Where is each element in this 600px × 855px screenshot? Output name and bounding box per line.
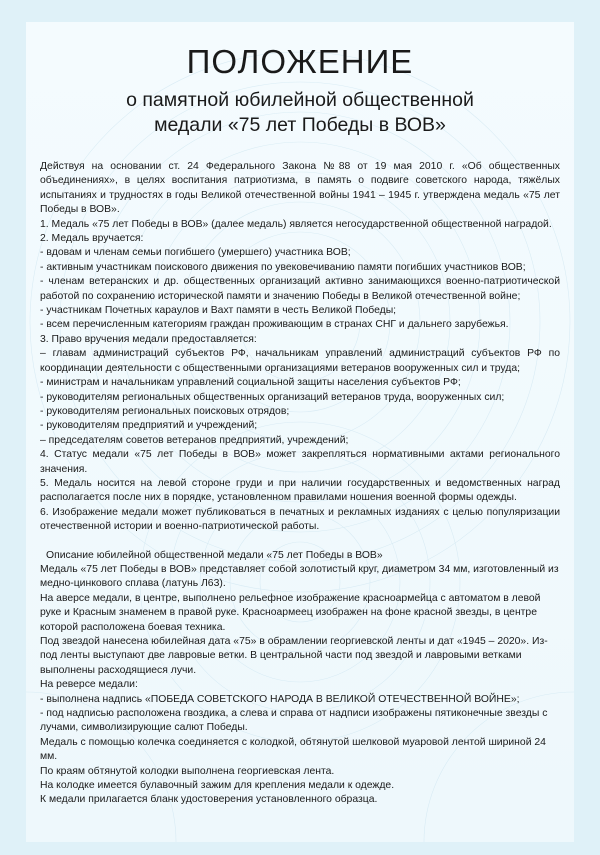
- document-body: [40, 160, 560, 808]
- item-4: 4. Статус медали «75 лет Победы в ВОВ» может закрепляться нормативными актами регионального значения.: [40, 449, 560, 475]
- subtitle-line-2: медали «75 лет Победы в ВОВ»: [154, 114, 446, 136]
- subtitle-line-1: о памятной юбилейной общественной: [126, 89, 474, 111]
- item-5: 5. Медаль носится на левой стороне груди и при наличии государственных и ведомственных наград располагается после них в порядке, установленном правилами ношения военной формы одежды.: [40, 477, 560, 504]
- description-paragraph: - под надписью расположена гвоздика, а слева и справа от надписи изображены пятиконечные звезды с лучами, символизирующие салют Победы.: [40, 708, 548, 734]
- list-item: - участникам Почетных караулов и Вахт памяти в честь Великой Победы;: [40, 305, 397, 317]
- description-paragraph: - выполнена надпись «ПОБЕДА СОВЕТСКОГО НАРОДА В ВЕЛИКОЙ ОТЕЧЕСТВЕННОЙ ВОЙНЕ»;: [40, 693, 520, 705]
- description-paragraph: На реверсе медали:: [40, 679, 138, 691]
- description-paragraph: На колодке имеется булавочный зажим для крепления медали к одежде.: [40, 780, 395, 792]
- list-item: - руководителям региональных общественных организаций ветеранов труда, вооруженных сил;: [40, 391, 505, 403]
- list-item: - членам ветеранских и др. общественных организаций активно занимающихся военно-патриотической работой по сохранению исторической памяти и значению Победы в Великой отечественной войне;: [40, 276, 560, 302]
- list-item: – председателям советов ветеранов предприятий, учреждений;: [40, 434, 349, 446]
- item-1: 1. Медаль «75 лет Победы в ВОВ» (далее медаль) является негосударственной общественной наградой.: [40, 218, 552, 230]
- description-heading: Описание юбилейной общественной медали «75 лет Победы в ВОВ»: [46, 549, 383, 561]
- list-item: – главам администраций субъектов РФ, начальникам управлений администраций субъектов РФ по координации деятельности с общественными организациями ветеранов вооруженных сил и труда;: [40, 348, 560, 374]
- description-paragraph: На аверсе медали, в центре, выполнено рельефное изображение красноармейца с автоматом в левой руке и Красным знаменем в правой руке. Красноармеец изображен на фоне красной звезды, в центре которой расположена боевая техника.: [40, 592, 541, 633]
- description-paragraph: Под звездой нанесена юбилейная дата «75» в обрамлении георгиевской ленты и дат «1945 – 2020». Из-под ленты выступают две лавровые ветки. В центральной части под звездой и лавровыми ветками выполнены расходящиеся лучи.: [40, 636, 548, 676]
- list-item: - всем перечисленным категориям граждан проживающим в странах СНГ и дальнего зарубежья.: [40, 319, 509, 331]
- item-2-heading: 2. Медаль вручается:: [40, 233, 144, 245]
- list-item: - министрам и начальникам управлений социальной защиты населения субъектов РФ;: [40, 377, 461, 389]
- document-sheet: [26, 22, 574, 842]
- description-paragraph: К медали прилагается бланк удостоверения установленного образца.: [40, 794, 378, 806]
- description-paragraph: По краям обтянутой колодки выполнена георгиевская лента.: [40, 765, 335, 777]
- document-title: ПОЛОЖЕНИЕ: [186, 43, 414, 80]
- list-item: - активным участникам поискового движения по увековечиванию памяти погибших участников ВОВ;: [40, 261, 526, 273]
- list-item: - руководителям предприятий и учреждений;: [40, 420, 258, 432]
- item-6: 6. Изображение медали может публиковаться в печатных и рекламных изданиях с целью популяризации отечественной истории и военно-патриотической работы.: [40, 506, 560, 533]
- item-3-heading: 3. Право вручения медали предоставляется:: [40, 333, 257, 345]
- intro-paragraph: Действуя на основании ст. 24 Федерального Закона №88 от 19 мая 2010 г. «Об общественных объединениях», в целях воспитания патриотизма, в память о подвиге советского народа, тяжёлых испытаниях и трудностях в годы Великой отечественной войны 1941 – 1945 г. утверждена медаль «75 лет Победы в ВОВ».: [40, 161, 560, 216]
- list-item: - вдовам и членам семьи погибшего (умершего) участника ВОВ;: [40, 247, 351, 259]
- description-paragraph: Медаль с помощью колечка соединяется с колодкой, обтянутой шелковой муаровой лентой шириной 24 мм.: [40, 736, 546, 763]
- description-paragraph: Медаль «75 лет Победы в ВОВ» представляет собой золотистый круг, диаметром 34 мм, изготовленный из медно-цинкового сплава (латунь Л63).: [40, 563, 559, 590]
- document-subtitle: [26, 88, 574, 138]
- list-item: - руководителям региональных поисковых отрядов;: [40, 405, 290, 417]
